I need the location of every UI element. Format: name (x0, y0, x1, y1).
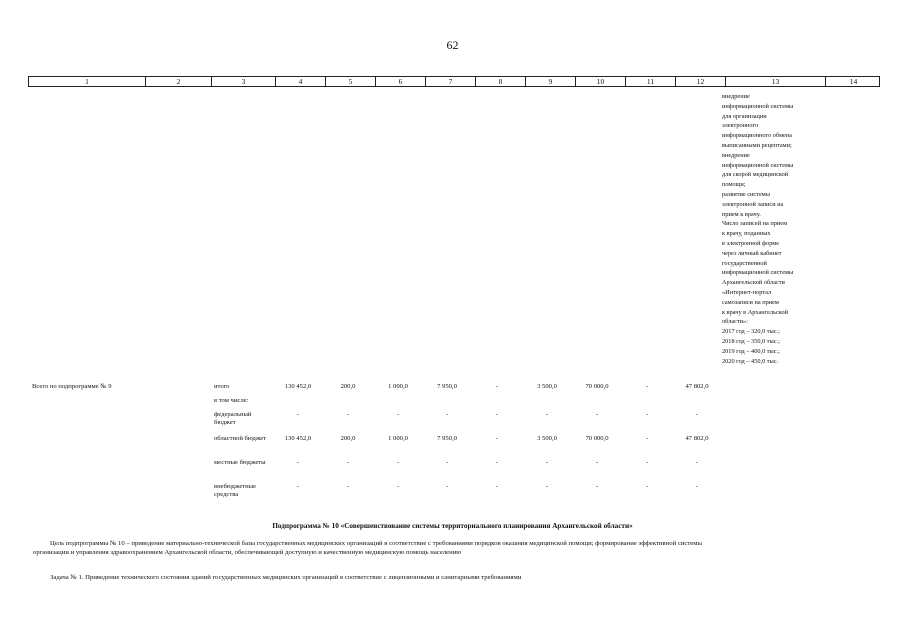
description-line: к врачу, поданных (722, 230, 771, 238)
goal-paragraph-line1: Цель подпрограммы № 10 – приведение материально-технической базы государственных медицинских организаций в соответствие с требованиями порядков оказания медицинской помощи; формирование эффективной системы (50, 540, 702, 547)
description-line: выписанными рецептами; (722, 141, 792, 149)
row-value: 1 000,0 (388, 383, 408, 390)
row-value: - (445, 411, 449, 418)
row-value: - (495, 435, 499, 442)
row-value: 130 452,0 (284, 383, 312, 390)
description-line: 2018 год – 350,0 тыс.; (722, 337, 780, 345)
row-value: - (645, 459, 649, 466)
row-label: внебюджетные средства (214, 483, 257, 499)
row-value: - (695, 483, 699, 490)
description-line: государственной (722, 259, 767, 267)
row-label: итого (214, 383, 230, 390)
row-value: 200,0 (340, 383, 356, 390)
task-paragraph: Задача № 1. Приведение технического состояния зданий государственных медицинских организаций в соответствие с лицензионными и санитарными требованиями (50, 574, 522, 581)
row-value: - (346, 459, 350, 466)
row-value: - (495, 411, 499, 418)
row-value: - (495, 383, 499, 390)
description-line: самозаписи на прием (722, 298, 779, 306)
header-cell-3: 3 (211, 77, 275, 86)
description-line: информационного обмена (722, 132, 792, 140)
description-line: электронного (722, 122, 759, 130)
description-line: 2019 год – 400,0 тыс.; (722, 347, 780, 355)
header-cell-8: 8 (475, 77, 525, 86)
row-value: - (645, 411, 649, 418)
description-line: в электронной форме (722, 239, 780, 247)
row-value: 70 000,0 (585, 383, 609, 390)
description-line: информационной системы (722, 269, 794, 277)
description-line: «Интернет-портал (722, 288, 772, 296)
header-cell-2: 2 (145, 77, 211, 86)
row-value: - (595, 411, 599, 418)
row-value: - (296, 459, 300, 466)
description-line: 2017 год – 320,0 тыс.; (722, 328, 780, 336)
description-line: Архангельской области (722, 279, 785, 287)
description-line: через личный кабинет (722, 249, 782, 257)
row-value: 47 802,0 (685, 435, 709, 442)
row-value: 7 950,0 (437, 435, 457, 442)
header-cell-10: 10 (575, 77, 625, 86)
row-value: - (545, 483, 549, 490)
description-line: помощи; (722, 181, 746, 189)
row-value: 7 950,0 (437, 383, 457, 390)
description-line: Число записей на прием (722, 220, 788, 228)
description-line: развитие системы (722, 190, 770, 198)
row-label: местные бюджеты (214, 459, 266, 466)
row-value: - (346, 411, 350, 418)
row-value: - (396, 411, 400, 418)
row-value: - (645, 383, 649, 390)
description-line: внедрение (722, 93, 750, 100)
row-value: - (396, 459, 400, 466)
subprogram-title: Подпрограмма № 10 «Совершенствование системы территориального планирования Архангельской области» (272, 522, 633, 530)
row-value: - (495, 483, 499, 490)
header-cell-12: 12 (675, 77, 725, 86)
row-value: - (545, 459, 549, 466)
table-header-row (28, 76, 880, 87)
row-value: 1 000,0 (388, 435, 408, 442)
row-value: - (396, 483, 400, 490)
header-cell-1: 1 (85, 77, 89, 86)
description-line: информационной системы (722, 161, 794, 169)
header-cell-5: 5 (325, 77, 375, 86)
header-cell-11: 11 (625, 77, 675, 86)
row-value: - (695, 411, 699, 418)
description-line: к врачу в Архангельской (722, 308, 789, 316)
description-line: для организации (722, 112, 767, 120)
header-cell-13: 13 (725, 77, 825, 86)
row-value: 47 802,0 (685, 383, 709, 390)
description-line: прием к врачу. (722, 210, 761, 218)
header-cell-7: 7 (425, 77, 475, 86)
row-value: - (296, 483, 300, 490)
description-line: для скорой медицинской (722, 171, 789, 179)
row-value: 3 500,0 (537, 435, 557, 442)
row-value: - (595, 459, 599, 466)
row-value: - (346, 483, 350, 490)
row-value: 3 500,0 (537, 383, 557, 390)
description-line: информационной системы (722, 102, 794, 110)
header-cell-6: 6 (375, 77, 425, 86)
row-value: 200,0 (340, 435, 356, 442)
row-value: - (645, 435, 649, 442)
description-line: электронной записи на (722, 200, 784, 208)
page-number: 62 (446, 38, 459, 52)
row-value: 130 452,0 (284, 435, 312, 442)
row-value: - (445, 483, 449, 490)
header-cell-4: 4 (275, 77, 325, 86)
row-value: - (495, 459, 499, 466)
header-cell-14: 14 (825, 77, 881, 86)
header-cell-9: 9 (525, 77, 575, 86)
row-value: - (296, 411, 300, 418)
row-value: - (445, 459, 449, 466)
row-value: - (645, 483, 649, 490)
description-line: 2020 год – 450,0 тыс. (722, 357, 779, 365)
total-label: Всего по подпрограмме № 9 (32, 383, 112, 390)
row-label: федеральный бюджет (214, 411, 252, 427)
description-line: внедрение (722, 151, 750, 159)
column-13-description (722, 92, 822, 366)
goal-paragraph-line2: организации и управления здравоохранением Архангельской области, обеспечивающей доступную и качественную медицинскую помощь населению (33, 549, 462, 556)
description-line: области»: (722, 318, 748, 326)
row-value: - (545, 411, 549, 418)
row-value: - (695, 459, 699, 466)
row-label: областной бюджет (214, 435, 267, 442)
row-value: 70 000,0 (585, 435, 609, 442)
row-value: - (595, 483, 599, 490)
row-label: в том числе: (214, 397, 249, 404)
